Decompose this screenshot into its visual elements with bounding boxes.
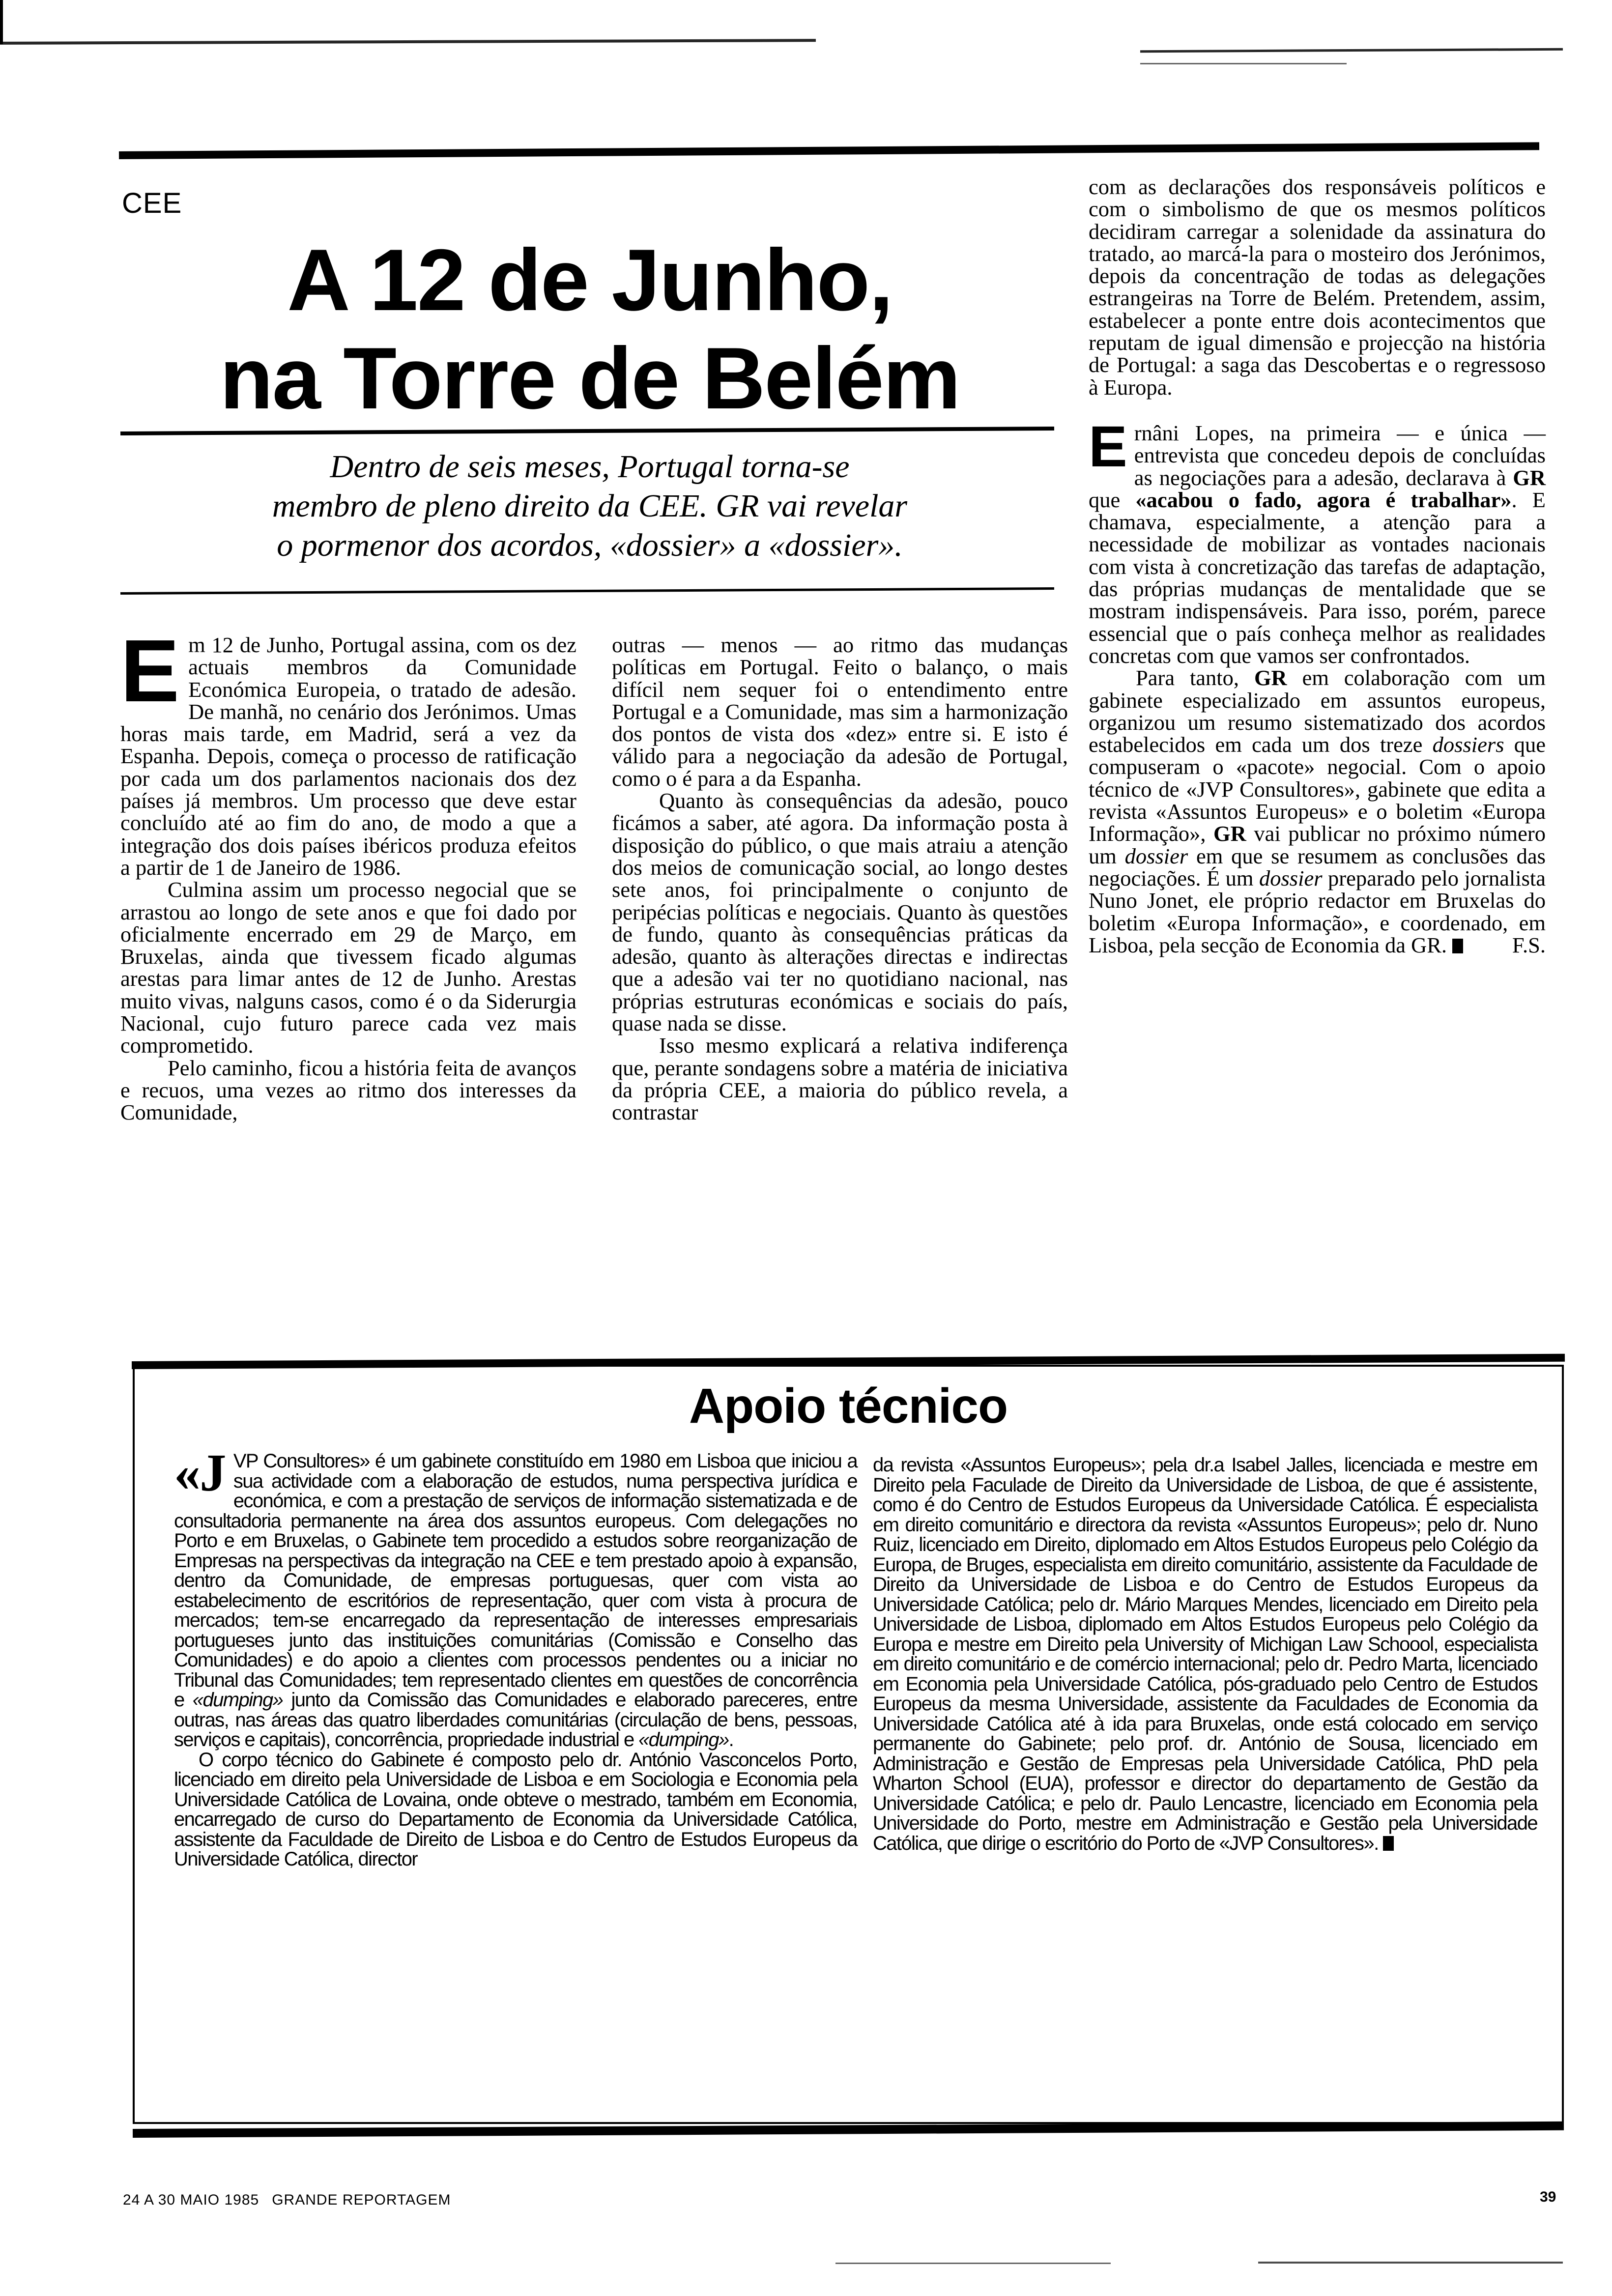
section-label: CEE [122, 187, 182, 219]
scan-artifact-bottom [835, 2263, 1111, 2264]
paragraph: outras — menos — ao ritmo das mudanças políticas em Portugal. Feito o balanço, o mais difícil nem sequer foi o entendimento entre Portugal e a Comunidade, mas sim a harmonização dos pontos de vista dos «dez» entre si. E isto é válido para a negociação da adesão de Portugal, como o é para a da Espanha. [612, 632, 1068, 791]
text-run: VP Consultores» é um gabinete constituído em 1980 em Lisboa que iniciou a sua actividade com a elaboração de estudos, numa perspectiva jurídica e económica, e com a prestação de serviços de informação sistematizada e de consultadoria permanente na área dos assuntos europeus. Com delegações no Porto e em Bruxelas, o Gabinete tem procedido a estudos sobre reorganização de Empresas na perspectivas da integração na CEE e tem prestado apoio à expansão, dentro da Comunidade, de empresas portuguesas, quer com vista ao estabelecimento de escritórios de representação, quer com vista à procura de mercados; tem-se encarregado da representação de interesses empresariais portugueses junto das instituições comunitárias (Comissão e Conselho das Comunidades) e do apoio a clientes com processos pendentes ou a iniciar no Tribunal das Comunidades; tem representado clientes em questões de concorrência e [174, 1450, 857, 1711]
paragraph: com as declarações dos responsáveis políticos e com o simbolismo de que os mesmos políticos decidiram carregar a solenidade da assinatura do tratado, ao marcá-la para o mosteiro dos Jerónimos, depois da concentração de todas as delegações estrangeiras na Torre de Belém. Pretendem, assim, estabelecer a ponte entre dois acontecimentos que reputam de igual dimensão e projecção na história de Portugal: a saga das Descobertas e o regressoso à Europa. [1089, 174, 1546, 400]
publication-abbrev: GR [1213, 821, 1246, 846]
headline-rule [120, 427, 1054, 435]
text-run: rnâni Lopes, na primeira — e única — entrevista que concedeu depois de concluídas as negociações para a adesão, declarava à [1134, 420, 1546, 490]
text-run: Para tanto, [1136, 665, 1254, 690]
dropcap: E [120, 622, 180, 720]
end-mark-icon [1452, 939, 1463, 953]
paragraph: da revista «Assuntos Europeus»; pela dr.a Isabel Jalles, licenciada e mestre em Direito pela Faculade de Direito da Universidade de Lisboa, de que é assistente, como é do Centro de Estudos Europeus da Universidade Católica. É especialista em direito comunitário e directora da revista «Assuntos Europeus»; pelo dr. Nuno Ruiz, licenciado em Direito, diplomado em Altos Estudos Europeus pelo Colégio da Europa, de Bruges, especialista em direito comunitário, assistente da Faculdade de Direito da Universidade de Lisboa e do Centro de Estudos Europeus da Universidade Católica; pelo dr. Mário Marques Mendes, licenciado em Direito pela Universidade de Lisboa, diplomado em Altos Estudos Europeus pelo Colégio da Europa e mestre em Direito pela University of Michigan Law Schoool, especialista em direito comunitário e de comércio internacional; pelo dr. Pedro Marta, licenciado em Economia pela Universidade Católica, pós-graduado pelo Centro de Estudos Europeus da mesma Universidade, assistente da Faculdades de Economia da Universidade Católica até à ida para Bruxelas, onde está colocado em serviço permanente do Gabinete; pelo prof. dr. António de Sousa, licenciado em Administração e Gestão de Empresas pela Universidade Católica, PhD pela Wharton School (EUA), professor e director do departamento de Gestão da Universidade Católica; e pelo dr. Paulo Lencastre, licenciado em Economia pela Universidade do Porto, mestre em Administração e Gestão pela Universidade Católica, que dirige o escritório do Porto de «JVP Consultores». [873, 1454, 1537, 1854]
end-mark-icon [1383, 1836, 1394, 1851]
article-column-1 [120, 622, 576, 1125]
standfirst-line: Dentro de seis meses, Portugal torna-se [330, 449, 850, 485]
text-run: dossiers [1432, 732, 1504, 757]
text-run: que [1089, 487, 1136, 512]
quote: «acabou o fado, agora é trabalhar» [1135, 487, 1512, 512]
paragraph: Isso mesmo explicará a relativa indiferença que, perante sondagens sobre a matéria de iniciativa da própria CEE, a maioria do público revela, a contrastar [612, 1033, 1068, 1125]
article-column-2 [612, 634, 1068, 1124]
paragraph: m 12 de Junho, Portugal assina, com os dez actuais membros da Comunidade Económica Europeia, o tratado de adesão. De manhã, no cenário dos Jerónimos. Umas horas mais tarde, em Madrid, será a vez da Espanha. Depois, começa o processo de ratificação por cada um dos parlamentos nacionais dos dez países já membros. Um processo que deve estar concluído até ao fim do ano, de modo a que a integração dos dois países ibéricos produza efeitos a partir de 1 de Janeiro de 1986. [120, 632, 576, 880]
paragraph: Pelo caminho, ficou a história feita de avanços e recuos, uma vezes ao ritmo dos interesses da Comunidade, [120, 1055, 576, 1125]
text-run: «dumping» [638, 1729, 729, 1751]
headline-line-2: na Torre de Belém [220, 329, 960, 427]
publication-abbrev: GR [1254, 665, 1287, 690]
scan-artifact-bottom [1258, 2262, 1563, 2264]
page-number: 39 [1540, 2189, 1556, 2205]
text-run: que compuseram o «pacote» negocial. Com o apoio técnico de «JVP Consultores», gabinete que edita a revista «Assuntos Europeus» e o boletim «Europa Informação», [1089, 732, 1546, 846]
publication-abbrev: GR [1513, 465, 1546, 490]
sidebar-column-right [873, 1455, 1537, 1853]
standfirst [128, 447, 1052, 565]
text-run: . E chamava, especialmente, a atenção para a necessidade de mobilizar as vontades nacionais com vista à concretização das tarefas de adaptação, das próprias mudanças de mentalidade que se mostram indispensáveis. Para isso, porém, parece essencial que o país conheça melhor as realidades concretas com que vamos ser confrontados. [1089, 487, 1546, 668]
byline: F.S. [1512, 932, 1546, 957]
standfirst-line: o pormenor dos acordos, «dossier» a «dossier». [277, 527, 903, 563]
article-column-3 [1089, 176, 1546, 956]
scan-artifact-top [0, 0, 1612, 88]
footer [123, 2192, 463, 2209]
headline [128, 231, 1052, 428]
publication-name: GRANDE REPORTAGEM [272, 2192, 451, 2208]
text-run: «dumping» [192, 1689, 283, 1711]
dropcap: E [1089, 414, 1127, 479]
text-run: dossier [1124, 843, 1188, 868]
issue-date: 24 A 30 MAIO 1985 [123, 2192, 259, 2208]
dropcap: «J [174, 1444, 226, 1502]
paragraph: Culmina assim um processo negocial que se arrastou ao longo de sete anos e que foi dado por oficialmente encerrado em 29 de Março, em Bruxelas, ainda que tivessem ficado algumas arestas para limar antes de 12 de Junho. Arestas muito vivas, nalguns casos, como é o da Siderurgia Nacional, cujo futuro parece cada vez mais comprometido. [120, 877, 576, 1058]
sidebar-title: Apoio técnico [689, 1378, 1008, 1434]
text-run: em colaboração com um gabinete especializado em assuntos europeus, organizou um resumo sistematizado dos acordos estabelecidos em cada um dos treze [1089, 665, 1546, 757]
top-rule [119, 142, 1539, 159]
text-run: em que se resumem as conclusões das negociações. É um [1089, 843, 1546, 890]
standfirst-line: membro de pleno direito da CEE. GR vai revelar [272, 488, 908, 524]
paragraph [1089, 414, 1546, 668]
headline-line-1: A 12 de Junho, [287, 231, 892, 329]
text-run: vai publicar no próximo número um [1089, 821, 1546, 868]
standfirst-rule [120, 587, 1054, 595]
paragraph [1089, 667, 1546, 956]
text-run: dossier [1259, 865, 1323, 890]
text-run: Economia da GR. [1291, 932, 1447, 957]
text-run: junto da Comissão das Comunidades e elaborado pareceres, entre outras, nas áreas das quatro liberdades comunitárias (circulação de bens, pessoas, serviços e capitais), concorrência, propriedade industrial e [174, 1689, 857, 1751]
paragraph: O corpo técnico do Gabinete é composto pelo dr. António Vasconcelos Porto, licenciado em direito pela Universidade de Lisboa e em Sociologia e Economia pela Universidade Católica de Lovaina, onde obteve o mestrado, também em Economia, encarregado de curso do Departamento de Economia da Universidade Católica, assistente da Faculdade de Direito de Lisboa e do Centro de Estudos Europeus da Universidade Católica, director [174, 1749, 857, 1870]
paragraph: Quanto às consequências da adesão, pouco ficámos a saber, até agora. Da informação posta à disposição do público, o que mais atraiu a atenção dos meios de comunicação social, ao longo destes sete anos, foi principalmente o conjunto de peripécias políticas e negociais. Quanto às questões de fundo, quanto às consequências práticas da adesão, quanto às alterações directas e indirectas que a adesão vai ter no quotidiano nacional, nas próprias estruturas económicas e sociais do país, quase nada se disse. [612, 788, 1068, 1036]
text-run: preparado pelo jornalista Nuno Jonet, ele próprio redactor em Bruxelas do boletim «Europa Informação», e coordenado, em Lisboa, pela secção de [1089, 865, 1546, 957]
sidebar-column-left [174, 1444, 857, 1870]
sidebar-box [133, 1365, 1564, 2124]
text-run: . [728, 1729, 734, 1751]
